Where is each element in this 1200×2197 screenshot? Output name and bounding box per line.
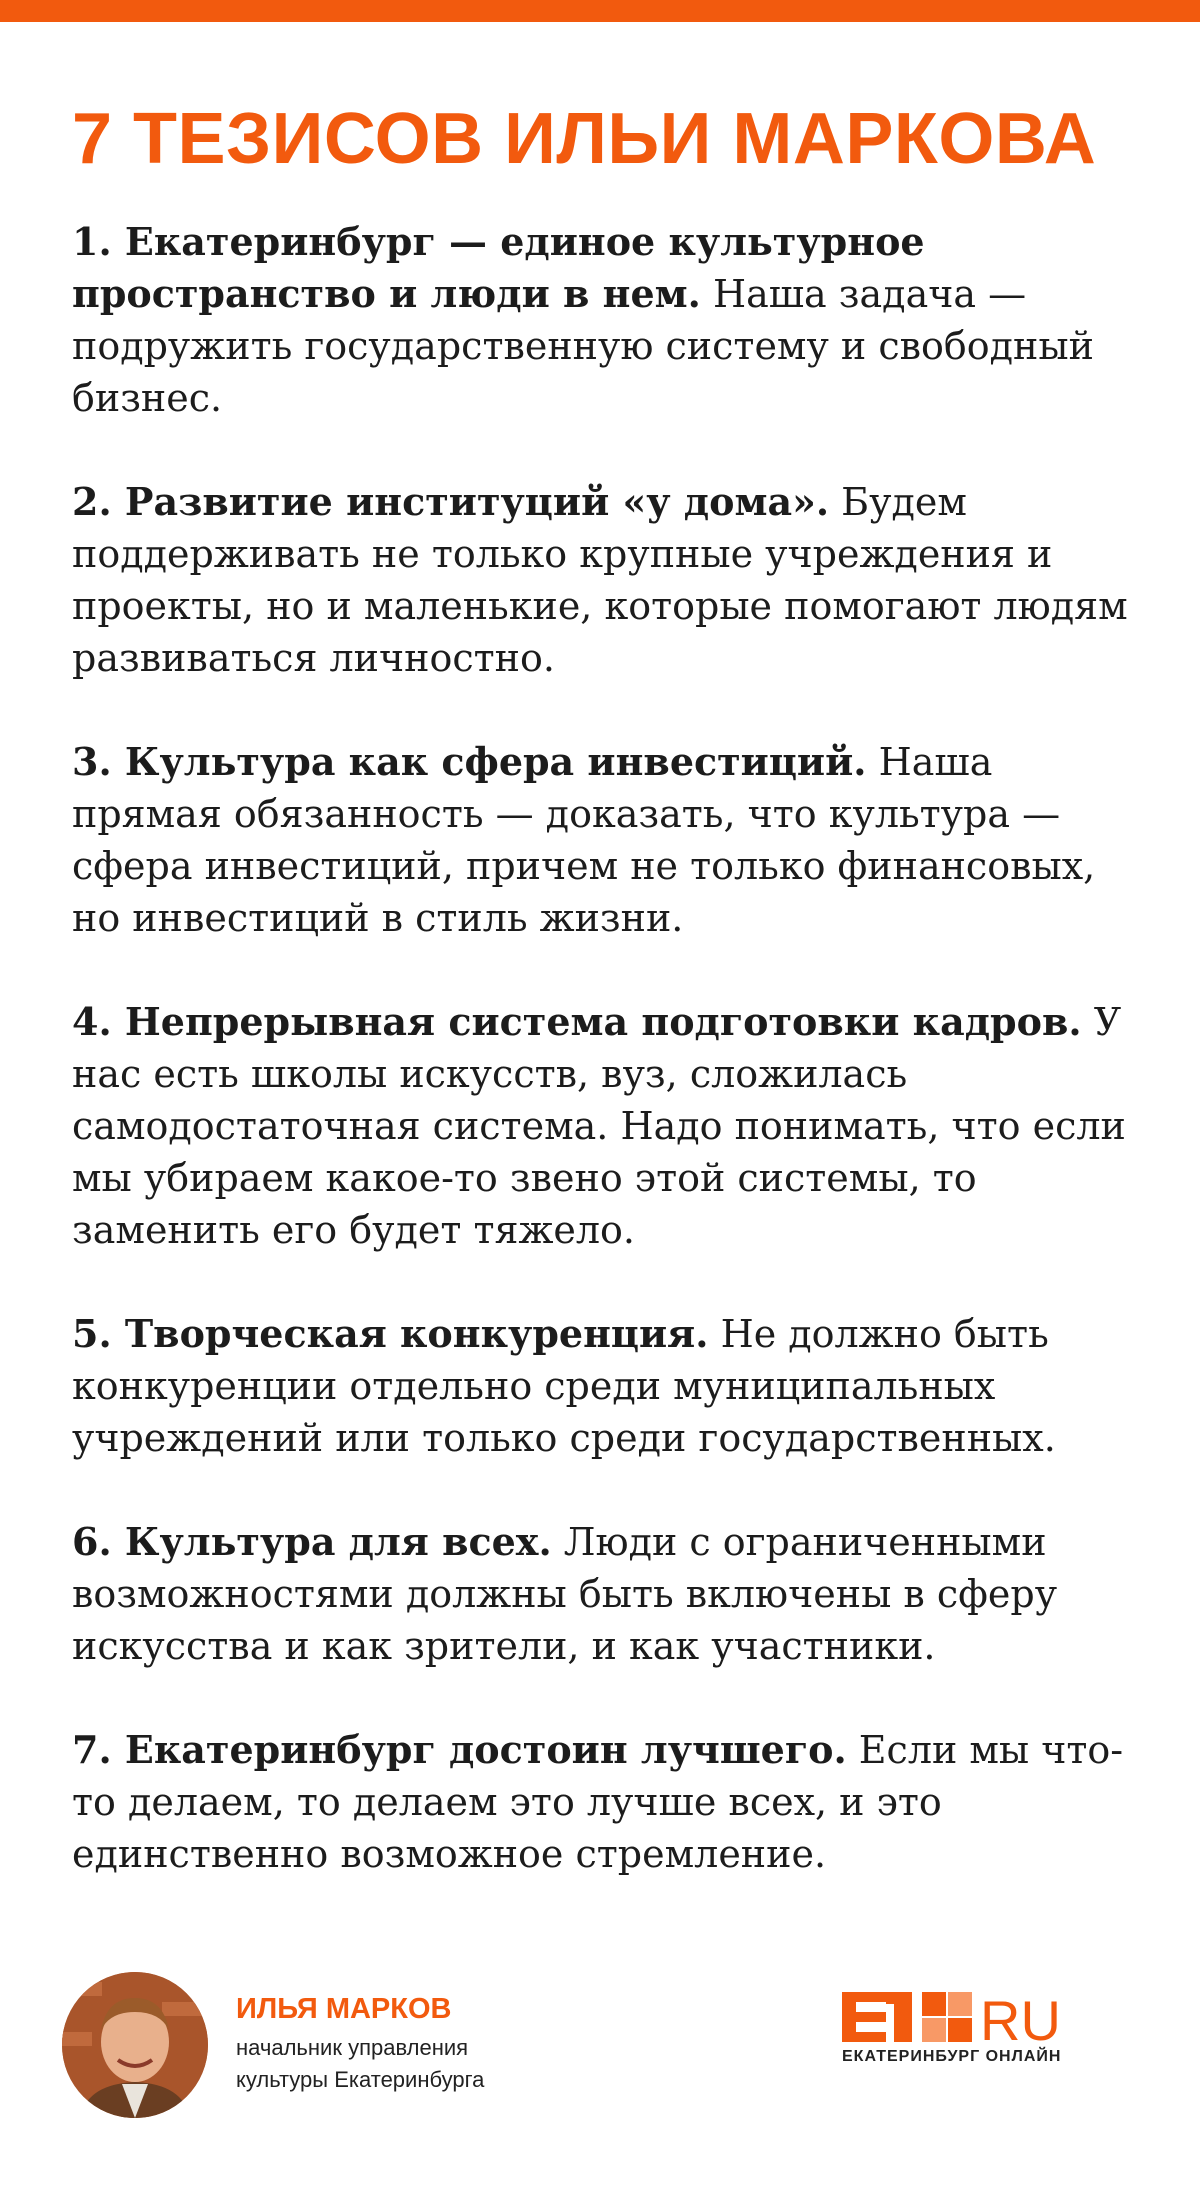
author-role-line: культуры Екатеринбурга bbox=[236, 2067, 485, 2092]
thesis-lead: 2. Развитие институций «у дома». bbox=[72, 479, 830, 524]
top-accent-bar bbox=[0, 0, 1200, 22]
thesis-text: Если мы что-то делаем, то делаем это лучше всех, и это единственно возможное стремление. bbox=[72, 1728, 1124, 1876]
thesis-item bbox=[72, 1308, 1142, 1464]
thesis-lead: 1. Екатеринбург — единое культурное пространство и люди в нем. bbox=[72, 219, 925, 316]
thesis-item bbox=[72, 996, 1142, 1256]
thesis-item bbox=[72, 1724, 1142, 1880]
footer bbox=[62, 1972, 1142, 2152]
thesis-item bbox=[72, 736, 1142, 944]
thesis-text: У нас есть школы искусств, вуз, сложилась самодостаточная система. Надо понимать, что если мы убираем какое-то звено этой системы, то заменить его будет тяжело. bbox=[72, 1000, 1126, 1252]
thesis-text: Не должно быть конкуренции отдельно среди муниципальных учреждений или только среди государственных. bbox=[72, 1312, 1056, 1460]
brand-tagline: ЕКАТЕРИНБУРГ ОНЛАЙН bbox=[842, 2048, 1062, 2065]
thesis-lead: 4. Непрерывная система подготовки кадров. bbox=[72, 999, 1082, 1044]
thesis-text: Будем поддерживать не только крупные учреждения и проекты, но и маленькие, которые помогают людям развиваться личностно. bbox=[72, 480, 1128, 680]
thesis-lead: 5. Творческая конкуренция. bbox=[72, 1311, 709, 1356]
author-block bbox=[236, 1992, 484, 2096]
page-title: 7 ТЕЗИСОВ ИЛЬИ МАРКОВА bbox=[72, 99, 1097, 179]
svg-text:RU: RU bbox=[980, 1992, 1061, 2052]
e1-logo bbox=[842, 1992, 1132, 2102]
author-role bbox=[236, 2032, 484, 2096]
thesis-text: Люди с ограниченными возможностями должны быть включены в сферу искусства и как зрители, и как участники. bbox=[72, 1520, 1058, 1668]
thesis-text: Наша задача — подружить государственную систему и свободный бизнес. bbox=[72, 272, 1094, 420]
theses-list bbox=[72, 216, 1142, 1932]
thesis-item bbox=[72, 216, 1142, 424]
thesis-lead: 6. Культура для всех. bbox=[72, 1519, 552, 1564]
author-avatar bbox=[62, 1972, 208, 2118]
author-role-line: начальник управления bbox=[236, 2035, 469, 2060]
author-name: ИЛЬЯ МАРКОВ bbox=[236, 1993, 452, 2025]
thesis-item bbox=[72, 1516, 1142, 1672]
thesis-text: Наша прямая обязанность — доказать, что культура — сфера инвестиций, причем не только финансовых, но инвестиций в стиль жизни. bbox=[72, 740, 1096, 940]
thesis-item bbox=[72, 476, 1142, 684]
thesis-lead: 3. Культура как сфера инвестиций. bbox=[72, 739, 867, 784]
thesis-lead: 7. Екатеринбург достоин лучшего. bbox=[72, 1727, 847, 1772]
